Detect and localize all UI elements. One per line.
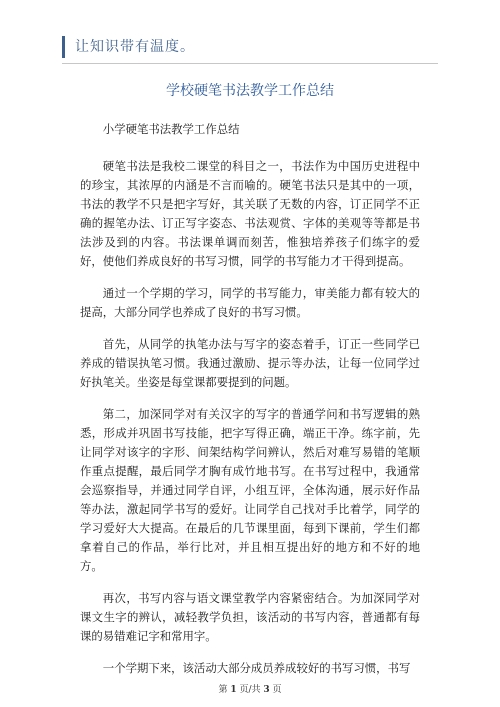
footer-page-number: 1 [230, 685, 237, 695]
document-title: 学校硬笔书法教学工作总结 [166, 83, 334, 99]
paragraph-2: 通过一个学期的学习，同学的书写能力，审美能力都有较大的提高，大部分同学也养成了良好的书写习惯。 [80, 286, 420, 319]
paragraph-4: 第二，加深同学对有关汉字的写字的普通学问和书写逻辑的熟悉，形成并巩固书写技能，把字写得正确，端正干净。练字前，先让同学对该字的字形、间架结构学问辨认，然后对难写易错的笔顺作重点提醒，最后同学才胸有成竹地书写。在书写过程中，我通常会巡察指导，并通过同学自评，小组互评，全体沟通，展示好作品等办法，激起同学书写的爱好。让同学自己找对手比着学，同学的学习爱好大大提高。在最后的几节课里面，每到下课前，学生们都拿着自己的作品，举行比对，并且相互提出好的地方和不好的地方。 [80, 407, 420, 573]
page-footer [0, 682, 500, 695]
footer-mid: 页/共 [239, 685, 261, 695]
paragraph-5: 再次，书写内容与语文课堂教学内容紧密结合。为加深同学对课文生字的辨认，减轻教学负担，该活动的书写内容，普通都有每课的易错难记字和常用字。 [80, 591, 420, 643]
header-slogan: 让知识带有温度。 [62, 36, 195, 58]
header-divider [62, 63, 438, 64]
footer-suffix: 页 [272, 685, 282, 695]
footer-total-pages: 3 [263, 685, 270, 695]
subtitle: 小学硬笔书法教学工作总结 [102, 122, 240, 136]
document-body [80, 120, 420, 691]
paragraph-3: 首先，从同学的执笔办法与写字的姿态着手，订正一些同学已养成的错误执笔习惯。我通过激励、提示等办法，让每一位同学过好执笔关。坐姿是每堂课都要提到的问题。 [80, 337, 420, 389]
paragraph-6: 一个学期下来，该活动大部分成员养成较好的书写习惯，书写 [102, 661, 411, 675]
paragraph-1: 硬笔书法是我校二课堂的科目之一，书法作为中国历史进程中的珍宝，其浓厚的内涵是不言而喻的。硬笔书法只是其中的一项，书法的教学不只是把字写好，其关联了无数的内容，订正同学不正确的握笔办法、订正写字姿态、书法观赏、字体的美观等等都是书法涉及到的内容。书法课单调而刻苦，惟独培养孩子们练字的爱好，使他们养成良好的书写习惯，同学的书写能力才干得到提高。 [80, 159, 420, 268]
footer-prefix: 第 [218, 685, 228, 695]
